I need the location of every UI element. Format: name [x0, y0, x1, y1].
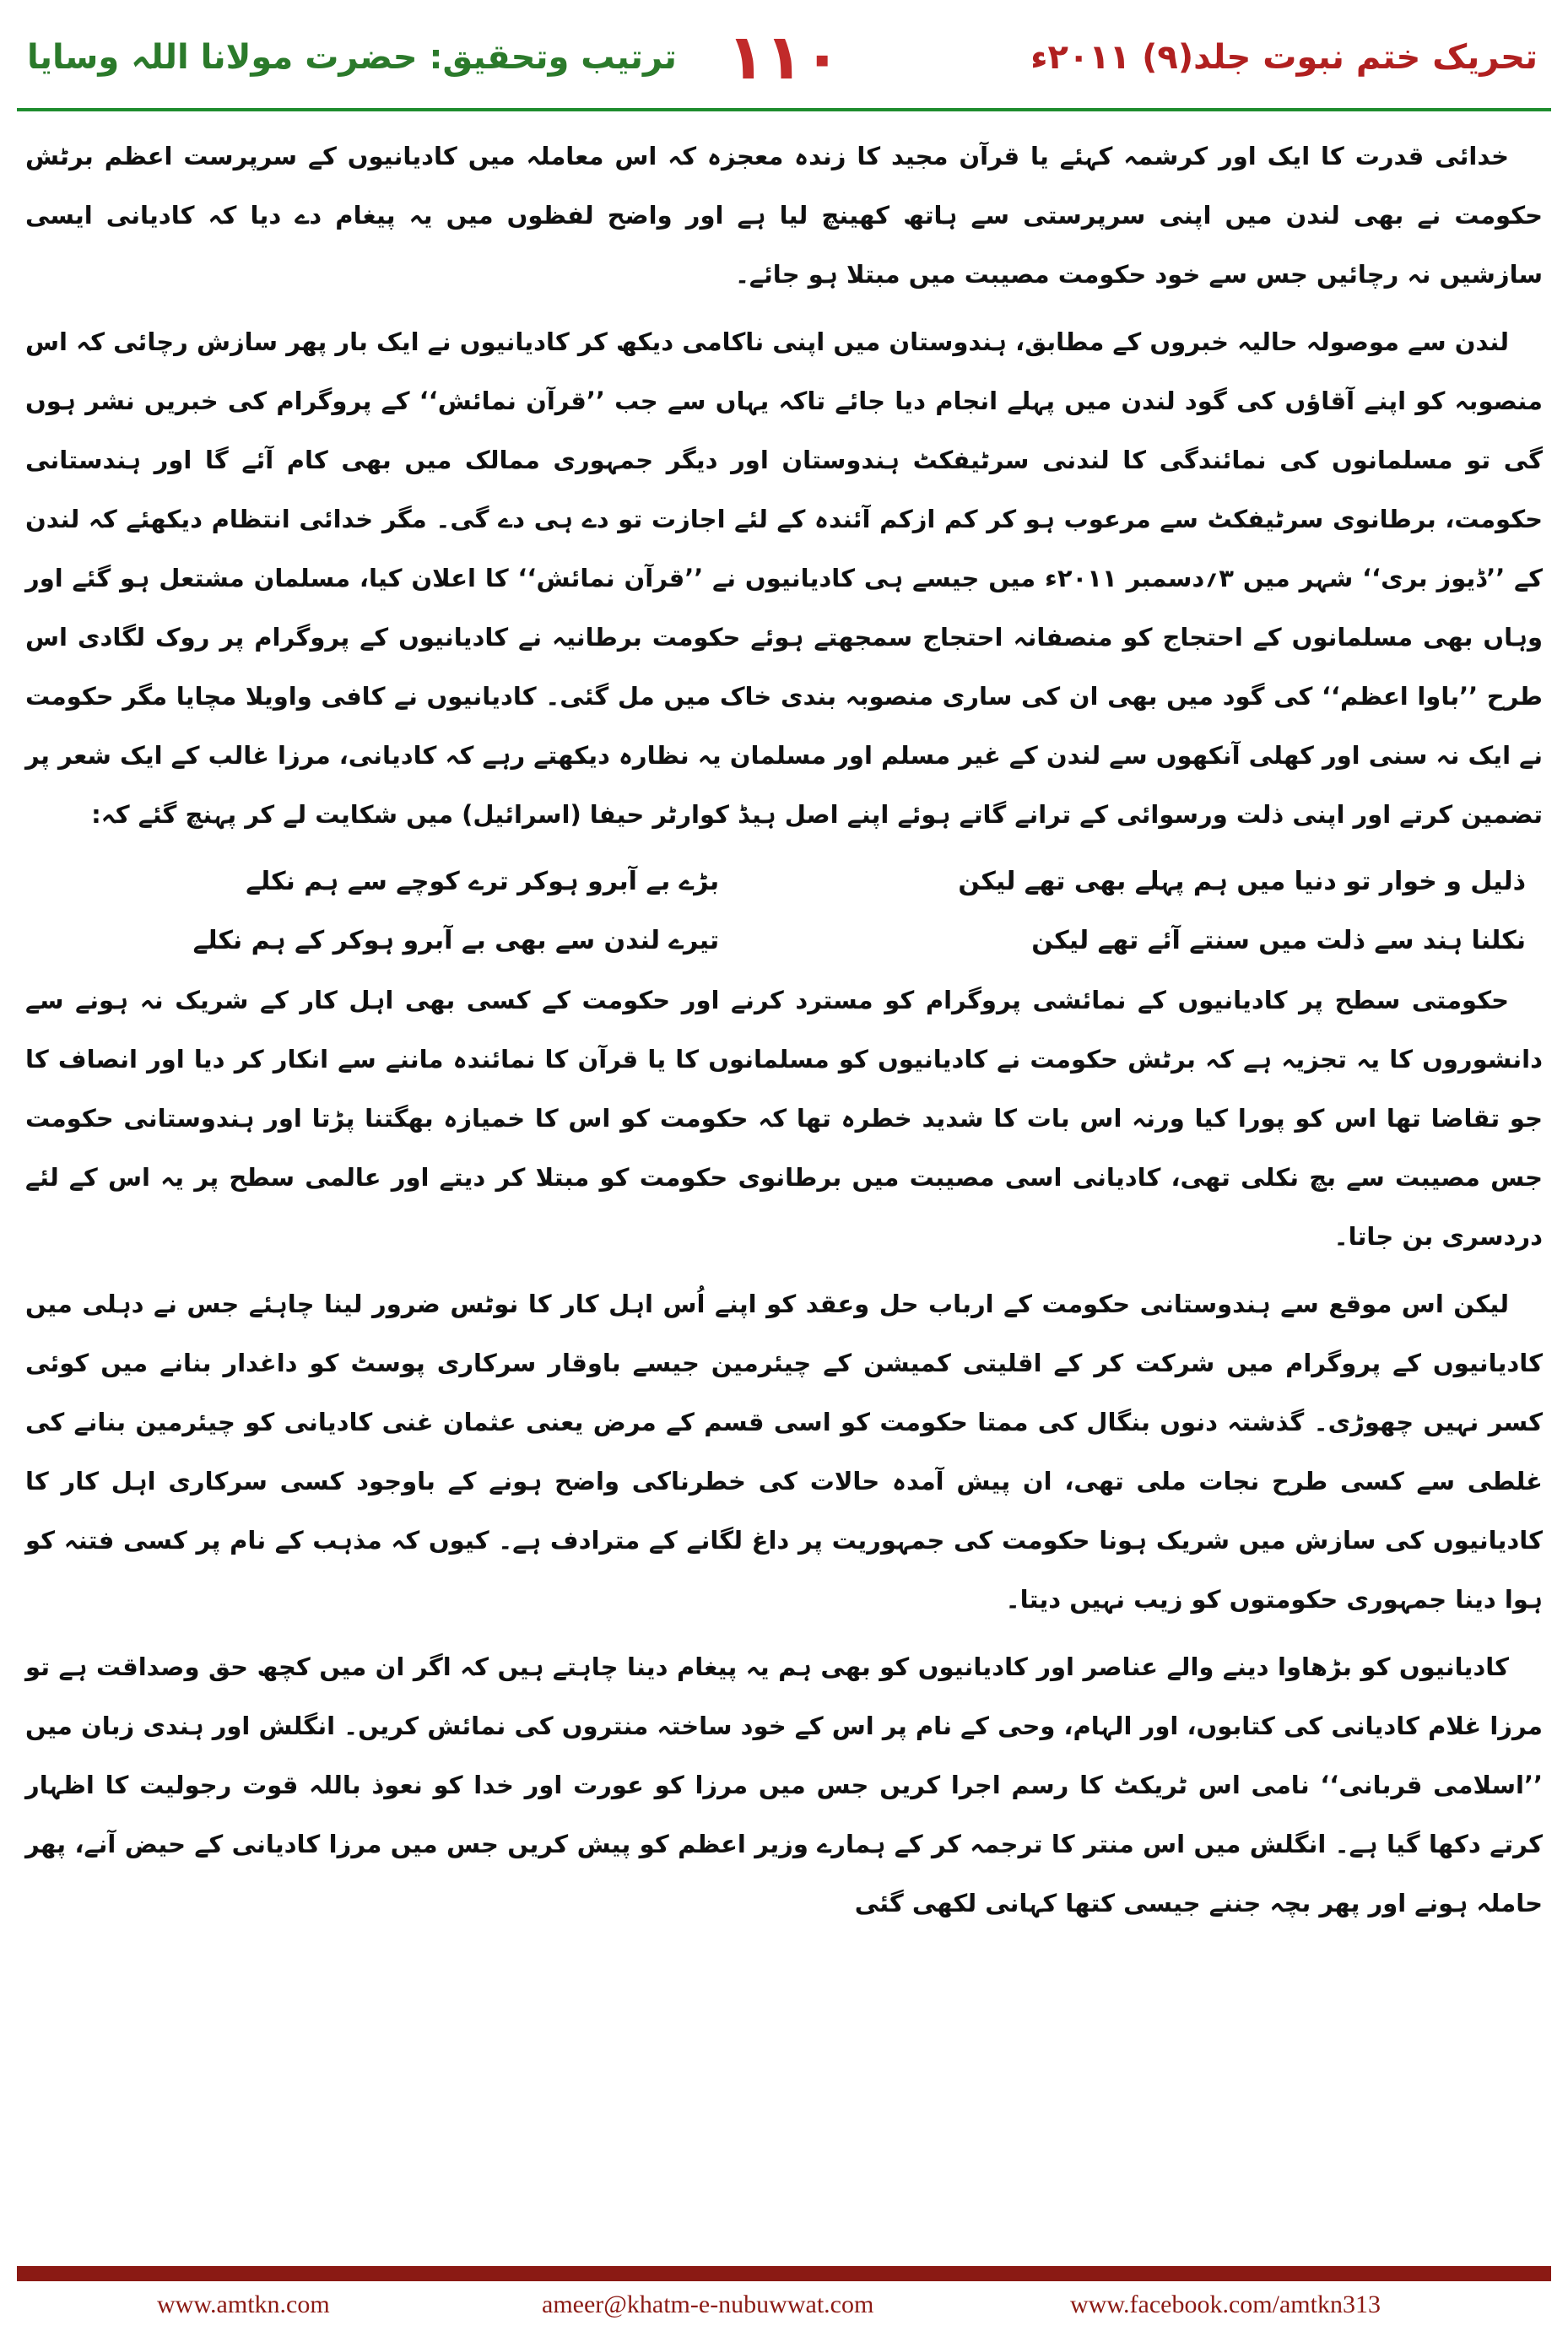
paragraph-1: خدائی قدرت کا ایک اور کرشمہ کہئے یا قرآن مجید کا زندہ معجزہ کہ اس معاملہ میں کادیانیوں کے سرپرست اعظم برٹش حکومت نے بھی لندن میں اپنی سرپرستی سے ہاتھ کھینچ لیا ہے اور واضح لفظوں میں یہ پیغام دے دیا کہ کادیانی ایسی سازشیں نہ رچائیں جس سے خود حکومت مصیبت میں مبتلا ہو جائے۔	[25, 142, 1543, 289]
facebook-link[interactable]: www.facebook.com/amtkn313	[1070, 2291, 1381, 2318]
paragraph-3: حکومتی سطح پر کادیانیوں کے نمائشی پروگرام کو مسترد کرنے اور حکومت کے کسی بھی اہل کار کے شریک نہ ہونے سے دانشوروں کا یہ تجزیہ ہے کہ برٹش حکومت نے کادیانیوں کو مسلمانوں کا یا قرآن کا نمائندہ ماننے سے انکار کر دیا اور انصاف کا جو تقاضا تھا اس کو پورا کیا ورنہ اس بات کا شدید خطرہ تھا کہ حکومت کو اس کا خمیازہ بھگتنا پڑتا اور ہندوستانی حکومت جس مصیبت سے بچ نکلی تھی، کادیانی اسی مصیبت میں برطانوی حکومت کو مبتلا کر دیتے اور عالمی سطح پر یہ اس کے لئے دردسری بن جاتا۔	[25, 986, 1543, 1251]
verse-1-second-hemistich: بڑے بے آبرو ہوکر ترے کوچے سے ہم نکلے	[246, 867, 720, 896]
verse-2-second-hemistich: تیرے لندن سے بھی بے آبرو ہوکر کے ہم نکلے	[192, 926, 720, 955]
email-link[interactable]: ameer@khatm-e-nubuwwat.com	[542, 2291, 874, 2318]
header-divider	[17, 108, 1551, 111]
paragraph-5: کادیانیوں کو بڑھاوا دینے والے عناصر اور کادیانیوں کو بھی ہم یہ پیغام دینا چاہتے ہیں کہ اگر ان میں کچھ حق وصداقت ہے تو مرزا غلام کادیانی کی کتابوں، اور الہام، وحی کے نام پر اس کے خود ساختہ منتروں کی نمائش کریں۔ انگلش اور ہندی زبان میں ’’اسلامی قربانی‘‘ نامی اس ٹریکٹ کا رسم اجرا کریں جس میں مرزا کو عورت اور خدا کو نعوذ باللہ قوت رجولیت کا اظہار کرتے دکھا گیا ہے۔ انگلش میں اس منتر کا ترجمہ کر کے ہمارے وزیر اعظم کو پیش کریں جس میں مرزا کادیانی کے حیض آنے، پھر حاملہ ہونے اور پھر بچہ جننے جیسی کتھا کہانی لکھی گئی	[25, 1652, 1543, 1917]
paragraph-4: لیکن اس موقع سے ہندوستانی حکومت کے ارباب حل وعقد کو اپنے اُس اہل کار کا نوٹس ضرور لینا چاہئے جس نے دہلی میں کادیانیوں کے پروگرام میں شرکت کر کے اقلیتی کمیشن کے چیئرمین جیسے باوقار سرکاری پوسٹ کو داغدار بنانے میں کوئی کسر نہیں چھوڑی۔ گذشتہ دنوں بنگال کی ممتا حکومت کو اسی قسم کے مرض یعنی عثمان غنی کادیانی کو چیئرمین بنانے کی غلطی سے کسی طرح نجات ملی تھی، ان پیش آمدہ حالات کی خطرناکی واضح ہونے کے باوجود کسی سرکاری اہل کار کا کادیانیوں کی سازش میں شریک ہونا حکومت کی جمہوریت پر داغ لگانے کے مترادف ہے۔ کیوں کہ مذہب کے نام پر کسی فتنہ کو ہوا دینا جمہوری حکومتوں کو زیب نہیں دیتا۔	[25, 1290, 1543, 1614]
page-footer	[0, 2266, 1568, 2342]
footer-bar	[17, 2266, 1551, 2281]
verse-1-first-hemistich: ذلیل و خوار تو دنیا میں ہم پہلے بھی تھے لیکن	[958, 867, 1526, 896]
verse-line-1	[25, 852, 1543, 911]
verse-line-2	[25, 911, 1543, 971]
paragraph-2: لندن سے موصولہ حالیہ خبروں کے مطابق، ہندوستان میں اپنی ناکامی دیکھ کر کادیانیوں نے ایک بار پھر سازش رچائی کہ اس منصوبہ کو اپنے آقاؤں کی گود لندن میں پہلے انجام دیا جائے تاکہ یہاں سے جب ’’قرآن نمائش‘‘ کے پروگرام کی خبریں نشر ہوں گی تو مسلمانوں کی نمائندگی کا لندنی سرٹیفکٹ ہندوستان اور دیگر جمہوری ممالک میں بھی کام آئے گا اور ہندستانی حکومت، برطانوی سرٹیفکٹ سے مرعوب ہو کر کم ازکم آئندہ کے لئے اجازت تو دے ہی دے گی۔ مگر خدائی انتظام دیکھئے کہ لندن کے ’’ڈیوز بری‘‘ شہر میں ۳؍دسمبر ۲۰۱۱ء میں جیسے ہی کادیانیوں نے ’’قرآن نمائش‘‘ کا اعلان کیا، مسلمان مشتعل ہو گئے اور وہاں بھی مسلمانوں کے احتجاج کو منصفانہ احتجاج سمجھتے ہوئے حکومت برطانیہ نے کادیانیوں کے پروگرام پر روک لگادی اس طرح ’’باوا اعظم‘‘ کی گود میں بھی ان کی ساری منصوبہ بندی خاک میں مل گئی۔ کادیانیوں نے کافی واویلا مچایا مگر حکومت نے ایک نہ سنی اور کھلی آنکھوں سے لندن کے غیر مسلم اور مسلمان یہ نظارہ دیکھتے رہے کہ کادیانی، مرزا غالب کے ایک شعر پر تضمین کرتے اور اپنی ذلت ورسوائی کے ترانے گاتے ہوئے اپنے اصل ہیڈ کوارٹر حیفا (اسرائیل) میں شکایت لے کر پہنچ گئے کہ:	[25, 327, 1543, 829]
compiler-credit: ترتیب وتحقیق: حضرت مولانا اللہ وسایا	[27, 38, 677, 77]
website-link[interactable]: www.amtkn.com	[157, 2291, 330, 2318]
book-title: تحریک ختم نبوت جلد(۹) ۲۰۱۱ء	[1030, 38, 1538, 77]
page-number: ۱۱۰	[727, 21, 841, 94]
article-body	[25, 127, 1543, 2237]
page-header	[0, 0, 1568, 127]
verse-2-first-hemistich: نکلنا ہند سے ذلت میں سنتے آئے تھے لیکن	[1031, 926, 1526, 955]
